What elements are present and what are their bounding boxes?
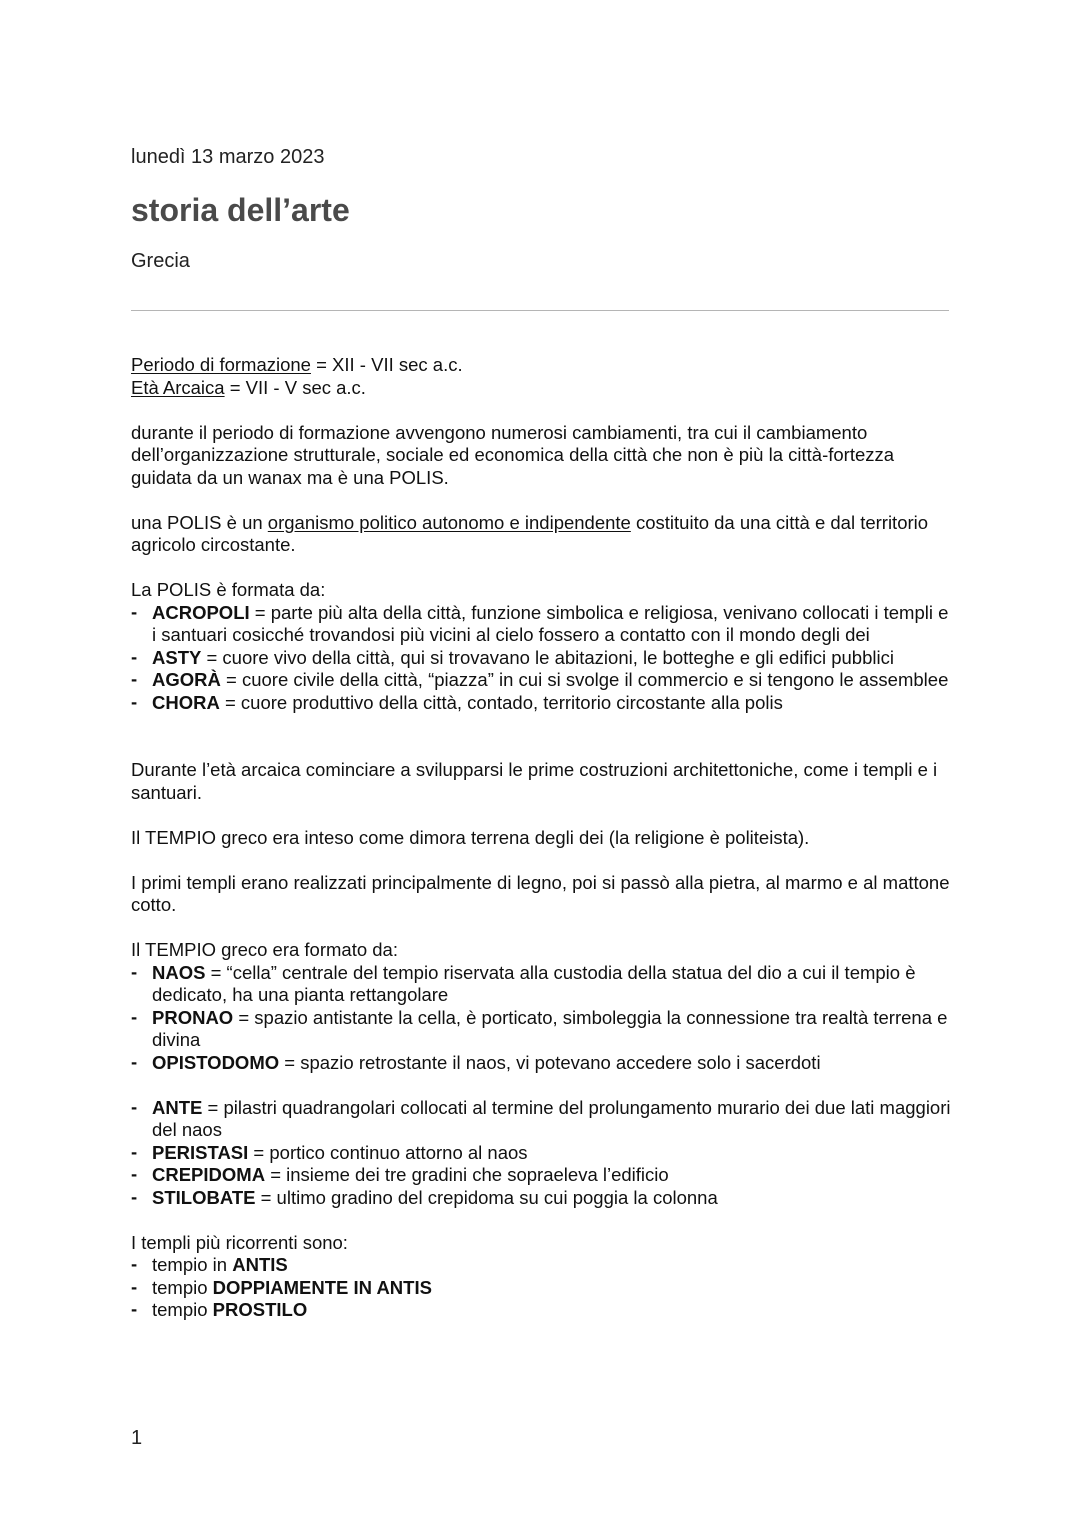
- definition: = parte più alta della città, funzione simbolica e religiosa, venivano collocati i templi e i santuari cosicché trovandosi più vicini al cielo fossero a contatto con il mondo degli dei: [152, 601, 949, 645]
- list-item: [131, 602, 951, 647]
- term: CHORA: [152, 691, 220, 713]
- document-subtitle: Grecia: [131, 250, 190, 272]
- document-date: lunedì 13 marzo 2023: [131, 146, 325, 168]
- tempio-list-intro: Il TEMPIO greco era formato da:: [131, 939, 398, 960]
- term: ACROPOLI: [152, 601, 250, 623]
- list-item: [131, 1142, 951, 1165]
- list-item: [131, 692, 951, 715]
- term: AGORÀ: [152, 669, 221, 690]
- definition: = spazio antistante la cella, è porticato, simboleggia la connessione tra realtà terrena e divina: [152, 1006, 948, 1050]
- definition: = cuore civile della città, “piazza” in cui si svolge il commercio e si tengono le assemblee: [220, 669, 949, 690]
- definition: = cuore produttivo della città, contado, territorio circostante alla polis: [219, 691, 783, 713]
- term: NAOS: [152, 961, 206, 983]
- definition: = portico continuo attorno al naos: [248, 1141, 528, 1163]
- definition: = ultimo gradino del crepidoma su cui poggia la colonna: [255, 1186, 718, 1208]
- term: ANTIS: [232, 1254, 288, 1275]
- prefix: tempio in: [152, 1254, 233, 1275]
- underlined-text: organismo politico autonomo e indipendente: [267, 511, 631, 533]
- term: OPISTODOMO: [152, 1051, 280, 1073]
- list-item: [131, 1007, 951, 1052]
- term: CREPIDOMA: [152, 1164, 266, 1185]
- list-item: [131, 1254, 951, 1277]
- paragraph-tempio: Il TEMPIO greco era inteso come dimora terrena degli dei (la religione è politeista).: [131, 826, 810, 848]
- text-run: una POLIS è un: [131, 511, 268, 533]
- period-value: = XII - VII sec a.c.: [310, 354, 463, 375]
- period-label: Età Arcaica: [131, 376, 225, 398]
- prefix: tempio: [152, 1276, 213, 1298]
- term: PERISTASI: [152, 1141, 249, 1163]
- list-item: [131, 1277, 951, 1300]
- list-item: [131, 1052, 951, 1075]
- period-value: = VII - V sec a.c.: [224, 376, 366, 398]
- list-item: [131, 669, 951, 692]
- term: ASTY: [152, 646, 202, 668]
- prefix: tempio: [152, 1299, 213, 1320]
- polis-list: [131, 602, 951, 715]
- period-line: [131, 354, 951, 377]
- period-line: [131, 377, 951, 400]
- term: PROSTILO: [212, 1299, 308, 1320]
- paragraph-materiali: I primi templi erano realizzati principalmente di legno, poi si passò alla pietra, al marmo e al mattone cotto.: [131, 871, 950, 915]
- document-title: storia dell’arte: [131, 192, 350, 228]
- list-item: [131, 1187, 951, 1210]
- paragraph-formazione: durante il periodo di formazione avvengono numerosi cambiamenti, tra cui il cambiamento dell’organizzazione strutturale, sociale ed economica della città che non è più la città-fortezza guidata da un wanax ma è una POLIS.: [131, 421, 895, 488]
- templi-list: [131, 1254, 951, 1322]
- definition: = pilastri quadrangolari collocati al termine del prolungamento murario dei due lati maggiori del naos: [152, 1096, 951, 1140]
- list-item: [131, 962, 951, 1007]
- tempio-list-2: [131, 1097, 951, 1210]
- list-item: [131, 1164, 951, 1187]
- document-body: [131, 354, 951, 1322]
- paragraph-polis: [131, 512, 951, 557]
- definition: = “cella” centrale del tempio riservata alla custodia della statua del dio a cui il tempio è dedicato, ha una pianta rettangolare: [152, 961, 916, 1005]
- polis-list-intro: La POLIS è formata da:: [131, 579, 326, 600]
- text-run: costituito da una città e dal territorio agricolo circostante.: [131, 511, 929, 555]
- definition: = spazio retrostante il naos, vi potevano accedere solo i sacerdoti: [279, 1051, 821, 1073]
- templi-list-intro: I templi più ricorrenti sono:: [131, 1231, 348, 1253]
- page-number: 1: [131, 1427, 143, 1449]
- tempio-list: [131, 962, 951, 1075]
- horizontal-divider: [131, 310, 949, 311]
- list-item: [131, 1097, 951, 1142]
- period-label: Periodo di formazione: [131, 354, 311, 375]
- term: STILOBATE: [152, 1186, 256, 1208]
- term: DOPPIAMENTE IN ANTIS: [212, 1276, 432, 1298]
- paragraph-eta-arcaica: Durante l’età arcaica cominciare a svilupparsi le prime costruzioni architettoniche, come i templi e i santuari.: [131, 759, 938, 803]
- list-item: [131, 647, 951, 670]
- term: ANTE: [152, 1096, 203, 1118]
- definition: = cuore vivo della città, qui si trovavano le abitazioni, le botteghe e gli edifici pubblici: [201, 646, 894, 668]
- term: PRONAO: [152, 1006, 234, 1028]
- definition: = insieme dei tre gradini che sopraeleva l’edificio: [265, 1164, 669, 1185]
- list-item: [131, 1299, 951, 1322]
